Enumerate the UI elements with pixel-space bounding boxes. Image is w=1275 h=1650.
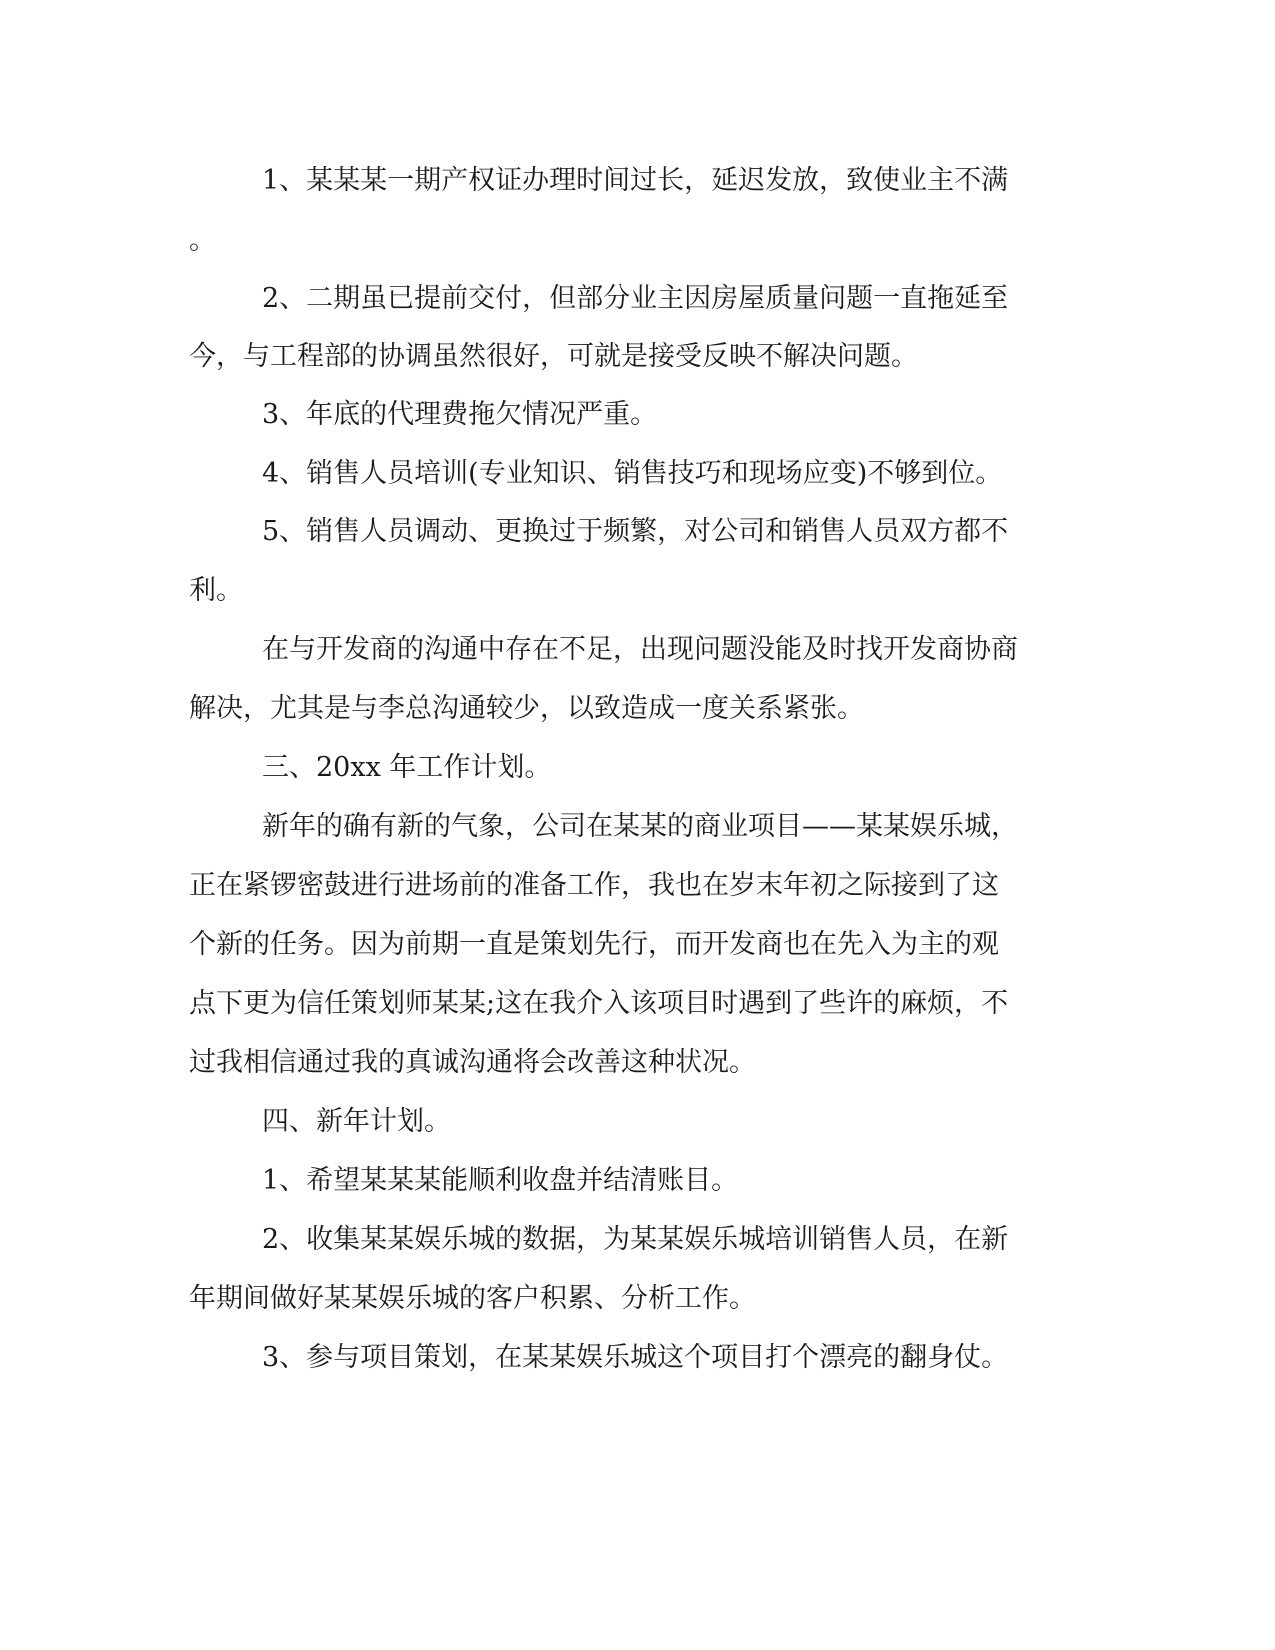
plan-1-line: 1、希望某某某能顺利收盘并结清账目。 [262, 1165, 739, 1196]
issue-4-line: 4、销售人员培训(专业知识、销售技巧和现场应变)不够到位。 [262, 458, 1003, 489]
issue-1-line-1: 1、某某某一期产权证办理时间过长，延迟发放，致使业主不满 [262, 165, 1009, 196]
issue-2-line-1: 2、二期虽已提前交付，但部分业主因房屋质量问题一直拖延至 [262, 283, 1009, 314]
new-year-paragraph-line-3: 个新的任务。因为前期一直是策划先行，而开发商也在先入为主的观 [189, 929, 999, 960]
communication-line-1: 在与开发商的沟通中存在不足，出现问题没能及时找开发商协商 [262, 634, 1018, 665]
communication-line-2: 解决，尤其是与李总沟通较少，以致造成一度关系紧张。 [189, 693, 864, 724]
plan-2-line-2: 年期间做好某某娱乐城的客户积累、分析工作。 [189, 1283, 756, 1314]
issue-3-line: 3、年底的代理费拖欠情况严重。 [262, 399, 658, 430]
issue-1-line-2: 。 [189, 225, 216, 256]
issue-5-line-2: 利。 [189, 575, 243, 606]
issue-5-line-1: 5、销售人员调动、更换过于频繁，对公司和销售人员双方都不 [262, 516, 1009, 547]
new-year-paragraph-line-4: 点下更为信任策划师某某;这在我介入该项目时遇到了些许的麻烦，不 [189, 988, 1009, 1019]
plan-3-line: 3、参与项目策划，在某某娱乐城这个项目打个漂亮的翻身仗。 [262, 1342, 1009, 1373]
new-year-paragraph-line-2: 正在紧锣密鼓进行进场前的准备工作，我也在岁末年初之际接到了这 [189, 870, 999, 901]
new-year-paragraph-line-1: 新年的确有新的气象，公司在某某的商业项目——某某娱乐城， [262, 811, 1018, 842]
new-year-paragraph-line-5: 过我相信通过我的真诚沟通将会改善这种状况。 [189, 1047, 756, 1078]
section-three-heading: 三、20xx 年工作计划。 [262, 752, 552, 783]
plan-2-line-1: 2、收集某某娱乐城的数据，为某某娱乐城培训销售人员，在新 [262, 1224, 1009, 1255]
issue-2-line-2: 今，与工程部的协调虽然很好，可就是接受反映不解决问题。 [189, 341, 918, 372]
section-four-heading: 四、新年计划。 [262, 1106, 451, 1137]
